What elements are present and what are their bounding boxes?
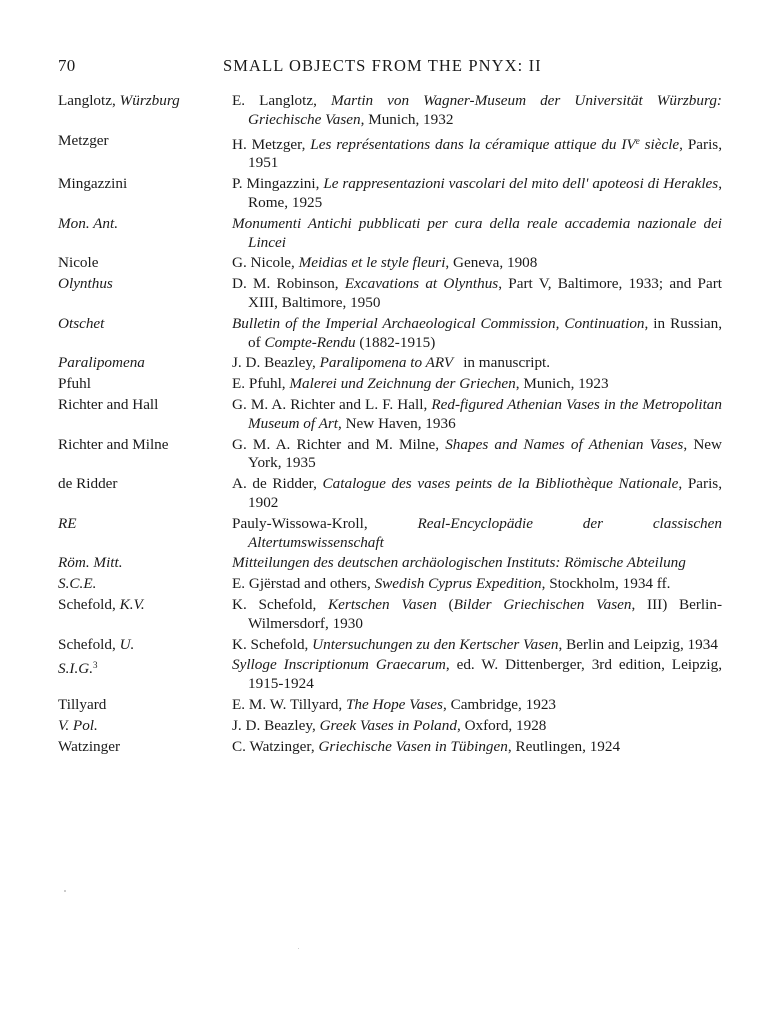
abbreviation: Röm. Mitt. xyxy=(58,554,123,572)
full-reference: Sylloge Inscriptionum Graecarum, ed. W. Dittenberger, 3rd edition, Leipzig, 1915-1924 xyxy=(232,656,722,693)
bibliography-entry xyxy=(58,575,722,594)
full-reference: H. Metzger, Les représentations dans la céramique attique du IVe siècle, Paris, 1951 xyxy=(232,135,723,172)
bibliography-entry xyxy=(58,375,722,394)
abbreviation: Langlotz, Würzburg xyxy=(58,92,180,109)
bibliography-entry xyxy=(58,636,722,655)
full-reference: G. Nicole, Meidias et le style fleuri, Geneva, 1908 xyxy=(232,254,538,272)
bibliography-entry xyxy=(58,92,722,130)
full-reference: J. D. Beazley, Greek Vases in Poland, Oxford, 1928 xyxy=(232,716,547,734)
full-reference: E. Pfuhl, Malerei und Zeichnung der Griechen, Munich, 1923 xyxy=(232,375,609,393)
abbreviation: V. Pol. xyxy=(58,716,98,734)
abbreviation: Nicole xyxy=(58,254,99,272)
abbreviation: Pfuhl xyxy=(58,375,91,393)
bibliography-entry xyxy=(58,354,722,373)
full-reference: G. M. A. Richter and M. Milne, Shapes and Names of Athenian Vases, New York, 1935 xyxy=(232,435,722,472)
abbreviation: Richter and Hall xyxy=(58,395,159,413)
abbreviation: Mon. Ant. xyxy=(58,214,119,232)
bibliography-entry xyxy=(58,656,722,694)
full-reference: K. Schefold, Kertschen Vasen (Bilder Griechischen Vasen, III) Berlin-Wilmersdorf, 1930 xyxy=(232,595,723,632)
bibliography-entry xyxy=(58,396,722,434)
abbreviation: de Ridder xyxy=(58,475,118,493)
page-number: 70 xyxy=(58,56,76,75)
full-reference: Bulletin of the Imperial Archaeological Commission, Continuation, in Russian, of Compte-Rendu (1882-1915) xyxy=(232,314,722,351)
full-reference: Mitteilungen des deutschen archäologischen Instituts: Römische Abteilung xyxy=(232,554,686,572)
bibliography-entry xyxy=(58,254,722,273)
bibliography-entry xyxy=(58,475,722,513)
running-head: SMALL OBJECTS FROM THE PNYX: II xyxy=(223,56,542,75)
bibliography-entry xyxy=(58,175,722,213)
bibliography-entry xyxy=(58,596,722,634)
full-reference: Monumenti Antichi pubblicati per cura della reale accademia nazionale dei Lincei xyxy=(232,214,722,251)
abbreviation: S.C.E. xyxy=(58,575,97,593)
bibliography-entry xyxy=(58,554,722,573)
abbreviation: Olynthus xyxy=(58,275,113,293)
abbreviation: Schefold, U. xyxy=(58,635,135,653)
abbreviation: S.I.G.$^3$ xyxy=(58,660,98,678)
bibliography-entry xyxy=(58,696,722,715)
full-reference: J. D. Beazley, Paralipomena to ARV in manuscript. xyxy=(232,354,551,372)
full-reference: E. M. W. Tillyard, The Hope Vases, Cambridge, 1923 xyxy=(232,695,557,713)
full-reference: A. de Ridder, Catalogue des vases peints de la Bibliothèque Nationale, Paris, 1902 xyxy=(232,475,722,511)
full-reference: C. Watzinger, Griechische Vasen in Tübingen, Reutlingen, 1924 xyxy=(232,737,621,755)
bibliography-entry xyxy=(58,738,722,757)
abbreviation: Metzger xyxy=(58,131,109,149)
full-reference: D. M. Robinson, Excavations at Olynthus, Part V, Baltimore, 1933; and Part XIII, Baltimore, 1950 xyxy=(232,275,723,311)
full-reference: K. Schefold, Untersuchungen zu den Kertscher Vasen, Berlin and Leipzig, 1934 xyxy=(232,635,718,653)
full-reference: Pauly-Wissowa-Kroll, Real-Encyclopädie der classischen Altertumswissenschaft xyxy=(232,514,722,551)
bibliography-entry xyxy=(58,436,722,474)
abbreviation: Mingazzini xyxy=(58,175,128,193)
abbreviation: Watzinger xyxy=(58,737,121,755)
full-reference: P. Mingazzini, Le rappresentazioni vascolari del mito dell' apoteosi di Herakles, Rome, 1925 xyxy=(232,175,722,211)
scan-speck xyxy=(298,948,299,949)
scan-speck xyxy=(64,890,66,892)
abbreviation: Richter and Milne xyxy=(58,435,169,453)
abbreviation: Schefold, K.V. xyxy=(58,595,145,613)
bibliography-entry xyxy=(58,515,722,553)
bibliography-entry xyxy=(58,275,722,313)
abbreviation: Otschet xyxy=(58,314,105,332)
full-reference: E. Langlotz, Martin von Wagner-Museum der Universität Würzburg: Griechische Vasen, Munich, 1932 xyxy=(232,92,722,128)
abbreviation: RE xyxy=(58,514,77,532)
full-reference: E. Gjërstad and others, Swedish Cyprus Expedition, Stockholm, 1934 ff. xyxy=(232,575,671,593)
page-header xyxy=(58,56,720,80)
bibliography-entry xyxy=(58,717,722,736)
bibliography-entry xyxy=(58,215,722,253)
full-reference: G. M. A. Richter and L. F. Hall, Red-figured Athenian Vases in the Metropolitan Museum of Art, New Haven, 1936 xyxy=(232,395,722,432)
bibliography-entry xyxy=(58,315,722,353)
bibliography-abbreviations-list xyxy=(58,92,722,758)
abbreviation: Tillyard xyxy=(58,695,107,713)
bibliography-entry xyxy=(58,132,722,174)
abbreviation: Paralipomena xyxy=(58,354,145,372)
